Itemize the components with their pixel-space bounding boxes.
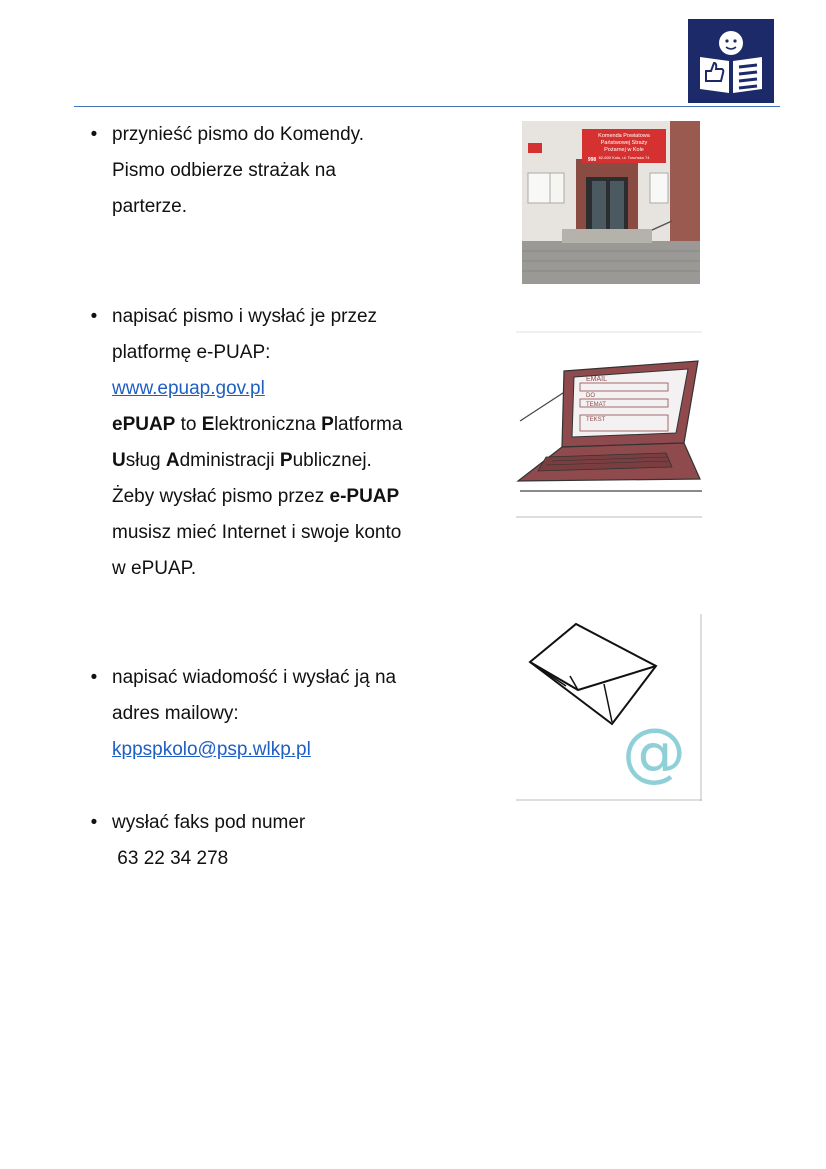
- sign-line-3: Pożarnej w Kole: [604, 147, 644, 153]
- sign-address: 62-600 Koło, ul. Toruńska 74: [598, 155, 650, 160]
- email-envelope-illustration: [516, 614, 702, 801]
- text-line: parterze.: [112, 196, 187, 217]
- bullet-icon: •: [90, 306, 98, 327]
- fax-number: 63 22 34 278: [112, 848, 229, 869]
- list-item-deliver-letter: [90, 117, 470, 225]
- easy-read-logo: [688, 19, 774, 103]
- text-line: napisać wiadomość i wysłać ją na: [112, 667, 397, 688]
- list-item-email: [90, 660, 470, 768]
- laptop-field-tekst: TEKST: [586, 417, 606, 423]
- sign-line-1: Komenda Powiatowa: [598, 133, 650, 139]
- easy-read-logo-icon: [688, 19, 774, 103]
- at-symbol-icon: @: [622, 716, 686, 790]
- header-divider: [74, 106, 780, 107]
- list-item-fax: [90, 805, 470, 877]
- bullet-icon: •: [90, 812, 98, 833]
- text-line: platformę e-PUAP:: [112, 342, 271, 363]
- text-line: Pismo odbierze strażak na: [112, 160, 336, 181]
- sign-line-2: Państwowej Straży: [600, 140, 648, 146]
- email-link[interactable]: kppspkolo@psp.wlkp.pl: [112, 739, 311, 760]
- laptop-field-email: EMAIL: [586, 376, 608, 383]
- text-line: napisać pismo i wysłać je przez: [112, 306, 378, 327]
- list-item-epuap: [90, 299, 470, 587]
- laptop-field-temat: TEMAT: [586, 402, 606, 408]
- text-line: adres mailowy:: [112, 703, 239, 724]
- bullet-icon: •: [90, 124, 98, 145]
- text-line: musisz mieć Internet i swoje konto: [112, 522, 402, 543]
- epuap-definition-line-1: ePUAP to Elektroniczna Platforma: [112, 414, 403, 435]
- fire-station-photo: [522, 121, 700, 284]
- sign-number: 998: [587, 157, 597, 163]
- text-line: przynieść pismo do Komendy.: [112, 124, 365, 145]
- text-line: w ePUAP.: [112, 558, 197, 579]
- laptop-field-do: DO: [586, 393, 595, 399]
- laptop-illustration: [516, 331, 702, 519]
- text-line: Żeby wysłać pismo przez e-PUAP: [112, 486, 400, 507]
- epuap-link[interactable]: www.epuap.gov.pl: [112, 378, 265, 399]
- text-line: wysłać faks pod numer: [112, 812, 306, 833]
- bullet-icon: •: [90, 667, 98, 688]
- epuap-definition-line-2: Usług Administracji Publicznej.: [112, 450, 372, 471]
